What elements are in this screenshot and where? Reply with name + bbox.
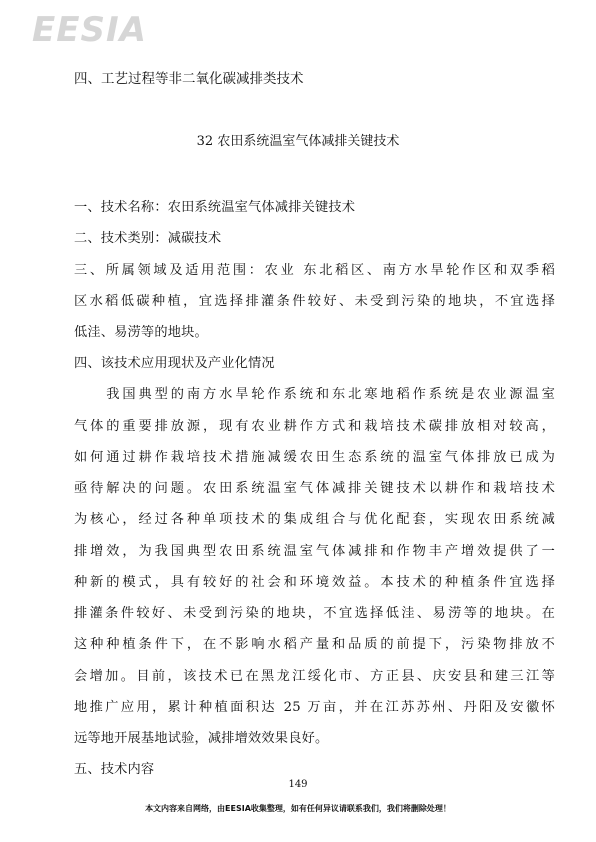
eesia-logo: EESIA (32, 10, 147, 50)
paragraph-line: 会增加。目前，该技术已在黑龙江绥化市、方正县、庆安县和建三江等 (74, 669, 555, 684)
text-line: 低洼、易涝等的地块。 (74, 325, 208, 340)
paragraph-line: 我国典型的南方水旱轮作系统和东北寒地稻作系统是农业源温室 (74, 387, 555, 402)
section-heading: 四、工艺过程等非二氧化碳减排类技术 (74, 71, 304, 87)
paragraph-line: 远等地开展基地试验，减排增效效果良好。 (74, 731, 329, 746)
footer-disclaimer: 本文内容来自网络，由EESIA收集整理，如有任何异议请联系我们，我们将删除处理！ (145, 804, 451, 813)
text-line: 一、技术名称：农田系统温室气体减排关键技术 (74, 200, 356, 215)
paragraph-line: 排增效，为我国典型农田系统温室气体减排和作物丰产增效提供了一 (74, 544, 555, 559)
text-line: 三、所属领域及适用范围：农业 东北稻区、南方水旱轮作区和双季稻 (74, 263, 555, 278)
paragraph-line: 气体的重要排放源，现有农业耕作方式和栽培技术碳排放相对较高， (74, 419, 555, 434)
page-number: 149 (288, 779, 308, 790)
text-line: 四、该技术应用现状及产业化情况 (74, 356, 275, 371)
document-title: 32 农田系统温室气体减排关键技术 (196, 134, 400, 149)
text-line: 区水稻低碳种植，宜选择排灌条件较好、未受到污染的地块，不宜选择 (74, 294, 555, 309)
text-line: 五、技术内容 (74, 762, 155, 777)
paragraph-line: 如何通过耕作栽培技术措施减缓农田生态系统的温室气体排放已成为 (74, 450, 555, 465)
text-line: 二、技术类别：减碳技术 (74, 231, 222, 246)
paragraph-line: 地推广应用，累计种植面积达 25 万亩，并在江苏苏州、丹阳及安徽怀 (74, 700, 555, 715)
paragraph-line: 这种种植条件下，在不影响水稻产量和品质的前提下，污染物排放不 (74, 637, 555, 652)
paragraph-line: 种新的模式，具有较好的社会和环境效益。本技术的种植条件宜选择 (74, 575, 555, 590)
paragraph-line: 为核心，经过各种单项技术的集成组合与优化配套，实现农田系统减 (74, 512, 555, 527)
paragraph-line: 亟待解决的问题。农田系统温室气体减排关键技术以耕作和栽培技术 (74, 481, 555, 496)
paragraph-line: 排灌条件较好、未受到污染的地块，不宜选择低洼、易涝等的地块。在 (74, 606, 555, 621)
